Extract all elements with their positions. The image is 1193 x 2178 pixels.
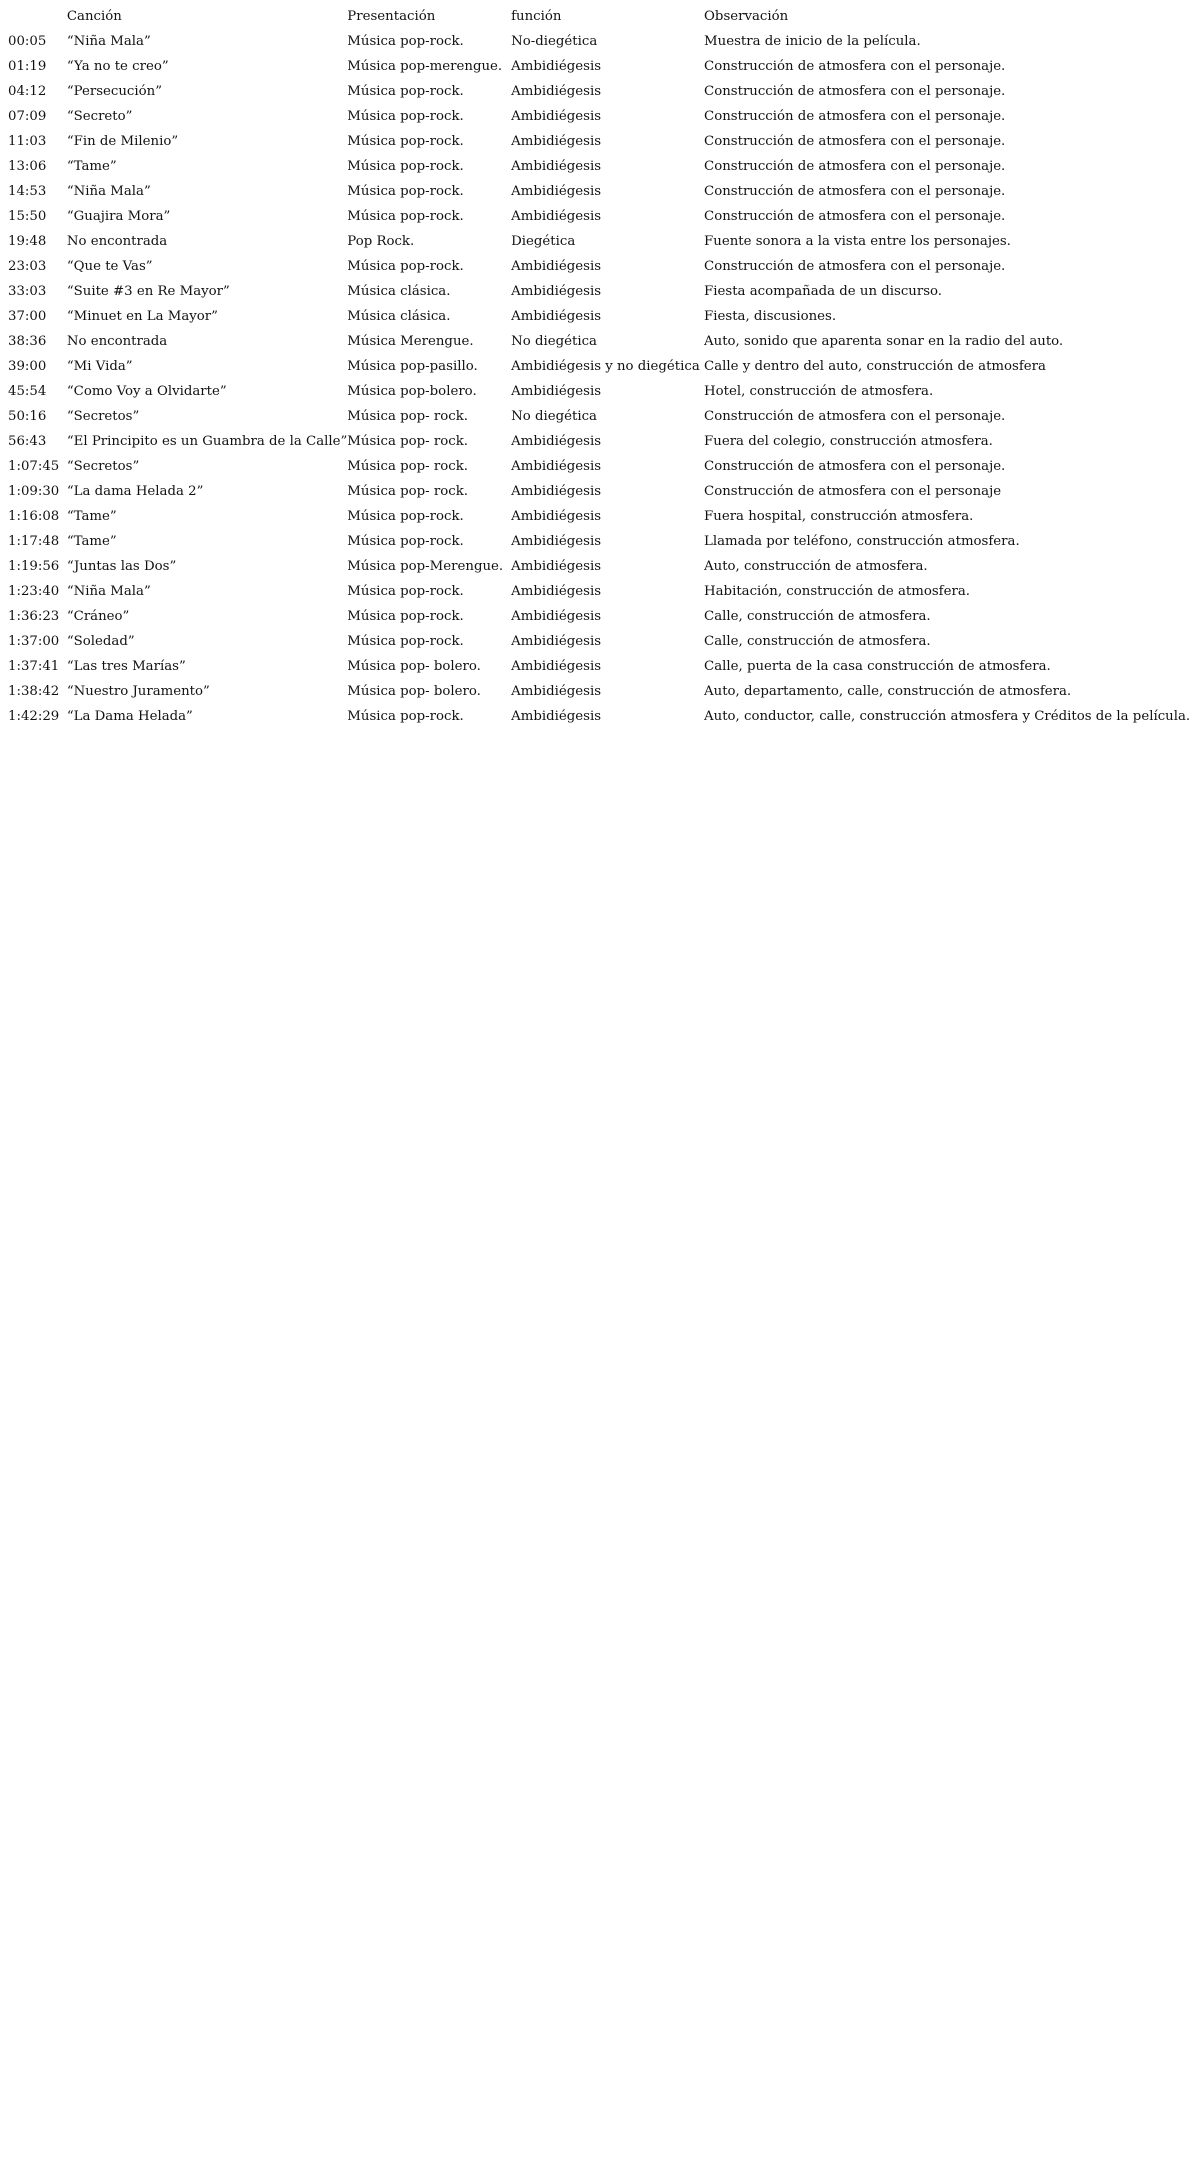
cell-function: Ambidiégesis [511,559,602,574]
table-row [0,379,1193,404]
table-row [0,204,1193,229]
cell-presentation: Música pop-rock. [347,259,464,274]
cell-observation: Habitación, construcción de atmosfera. [704,584,970,599]
cell-song: “Secreto” [66,109,133,124]
cell-time: 1:19:56 [8,559,60,574]
table-row [0,279,1193,304]
cell-song: “La dama Helada 2” [66,484,204,499]
table-row [0,629,1193,654]
cell-observation: Construcción de atmosfera con el personaje. [704,134,1006,149]
cell-song: “Tame” [66,509,117,524]
cell-observation: Construcción de atmosfera con el personaje. [704,259,1006,274]
cell-song: “Minuet en La Mayor” [66,309,218,324]
cell-observation: Fiesta acompañada de un discurso. [704,284,943,299]
cell-time: 23:03 [8,259,47,274]
cell-time: 33:03 [8,284,47,299]
cell-function: Ambidiégesis y no diegética [511,359,700,374]
cell-presentation: Música pop- rock. [347,459,468,474]
cell-time: 1:38:42 [8,684,60,699]
cell-function: Ambidiégesis [511,459,602,474]
cell-function: Ambidiégesis [511,259,602,274]
cell-function: Ambidiégesis [511,709,602,724]
cell-song: “Secretos” [66,459,140,474]
cell-function: Ambidiégesis [511,134,602,149]
cell-presentation: Música pop-rock. [347,209,464,224]
cell-song: “La Dama Helada” [66,709,193,724]
cell-function: Ambidiégesis [511,84,602,99]
cell-observation: Construcción de atmosfera con el personaje. [704,159,1006,174]
cell-presentation: Música pop- rock. [347,484,468,499]
cell-observation: Hotel, construcción de atmosfera. [704,384,934,399]
cell-song: “Juntas las Dos” [66,559,177,574]
cell-function: Ambidiégesis [511,184,602,199]
table-row [0,79,1193,104]
cell-observation: Muestra de inicio de la película. [704,34,921,49]
cell-presentation: Música pop-rock. [347,534,464,549]
cell-song: “Ya no te creo” [66,59,169,74]
cell-presentation: Música pop-rock. [347,84,464,99]
cell-time: 1:23:40 [8,584,60,599]
cell-presentation: Música pop-rock. [347,584,464,599]
cell-presentation: Música pop-merengue. [347,59,503,74]
cell-song: No encontrada [66,234,168,249]
cell-song: No encontrada [66,334,168,349]
cell-function: No diegética [511,334,597,349]
cell-presentation: Música pop- rock. [347,409,468,424]
cell-time: 00:05 [8,34,47,49]
cell-song: “Tame” [66,534,117,549]
cell-observation: Construcción de atmosfera con el personaje. [704,84,1006,99]
cell-observation: Calle, construcción de atmosfera. [704,609,931,624]
cell-observation: Construcción de atmosfera con el personaje. [704,409,1006,424]
cell-presentation: Música pop-bolero. [347,384,477,399]
cell-presentation: Música clásica. [347,309,451,324]
cell-presentation: Música pop-rock. [347,634,464,649]
cell-function: Ambidiégesis [511,384,602,399]
cell-function: Ambidiégesis [511,309,602,324]
cell-observation: Fuera del colegio, construcción atmosfera. [704,434,993,449]
cell-presentation: Música pop- bolero. [347,684,481,699]
cell-observation: Calle, puerta de la casa construcción de atmosfera. [704,659,1051,674]
cell-observation: Construcción de atmosfera con el personaje. [704,109,1006,124]
cell-presentation: Música pop-rock. [347,184,464,199]
cell-time: 38:36 [8,334,47,349]
table-row [0,504,1193,529]
cell-presentation: Música pop- bolero. [347,659,481,674]
cell-time: 07:09 [8,109,47,124]
cell-presentation: Música pop-rock. [347,509,464,524]
table-row [0,579,1193,604]
song-table [0,0,1193,729]
table-row [0,154,1193,179]
cell-observation: Fuente sonora a la vista entre los personajes. [704,234,1011,249]
cell-time: 11:03 [8,134,47,149]
cell-observation: Construcción de atmosfera con el personaje. [704,184,1006,199]
cell-presentation: Pop Rock. [347,234,415,249]
cell-song: “Suite #3 en Re Mayor” [66,284,230,299]
cell-observation: Construcción de atmosfera con el personaje. [704,59,1006,74]
cell-function: Ambidiégesis [511,659,602,674]
cell-observation: Calle y dentro del auto, construcción de atmosfera [704,359,1046,374]
song-table-page [0,0,1193,729]
cell-time: 37:00 [8,309,47,324]
cell-time: 13:06 [8,159,47,174]
cell-song: “Niña Mala” [66,584,151,599]
cell-observation: Auto, conductor, calle, construcción atmosfera y Créditos de la película. [704,709,1191,724]
cell-presentation: Música pop-pasillo. [347,359,478,374]
cell-function: Ambidiégesis [511,609,602,624]
cell-function: Ambidiégesis [511,209,602,224]
table-body [0,29,1193,729]
cell-song: “Guajira Mora” [66,209,171,224]
cell-song: “Que te Vas” [66,259,153,274]
cell-observation: Construcción de atmosfera con el personaje. [704,209,1006,224]
header-function: función [511,9,562,24]
cell-observation: Fiesta, discusiones. [704,309,837,324]
cell-time: 1:16:08 [8,509,60,524]
cell-observation: Construcción de atmosfera con el personaje [704,484,1002,499]
cell-time: 01:19 [8,59,47,74]
cell-function: Ambidiégesis [511,109,602,124]
table-row [0,654,1193,679]
table-row [0,254,1193,279]
cell-time: 04:12 [8,84,47,99]
table-row [0,554,1193,579]
cell-song: “Nuestro Juramento” [66,684,210,699]
cell-time: 1:17:48 [8,534,60,549]
cell-presentation: Música Merengue. [347,334,474,349]
cell-presentation: Música pop-rock. [347,34,464,49]
cell-song: “Soledad” [66,634,135,649]
cell-time: 1:36:23 [8,609,60,624]
cell-function: Ambidiégesis [511,284,602,299]
table-row [0,704,1193,729]
cell-song: “Cráneo” [66,609,130,624]
cell-song: “Tame” [66,159,117,174]
cell-time: 56:43 [8,434,47,449]
cell-function: No diegética [511,409,597,424]
cell-time: 1:09:30 [8,484,60,499]
header-observation: Observación [704,9,789,24]
table-header [0,0,1193,29]
cell-time: 1:37:00 [8,634,60,649]
table-row [0,304,1193,329]
cell-presentation: Música clásica. [347,284,451,299]
table-row [0,229,1193,254]
table-row [0,54,1193,79]
cell-time: 15:50 [8,209,47,224]
cell-function: Ambidiégesis [511,634,602,649]
cell-function: Ambidiégesis [511,484,602,499]
table-row [0,454,1193,479]
cell-time: 1:07:45 [8,459,60,474]
cell-observation: Construcción de atmosfera con el personaje. [704,459,1006,474]
cell-function: Ambidiégesis [511,684,602,699]
cell-song: “Niña Mala” [66,34,151,49]
table-row [0,104,1193,129]
table-row [0,479,1193,504]
cell-function: Ambidiégesis [511,509,602,524]
table-row [0,604,1193,629]
table-row [0,29,1193,54]
table-row [0,129,1193,154]
cell-time: 1:37:41 [8,659,60,674]
header-time [0,0,67,29]
header-presentation: Presentación [347,9,436,24]
cell-time: 1:42:29 [8,709,60,724]
cell-function: No-diegética [511,34,598,49]
cell-observation: Llamada por teléfono, construcción atmosfera. [704,534,1020,549]
cell-time: 14:53 [8,184,47,199]
cell-observation: Calle, construcción de atmosfera. [704,634,931,649]
cell-time: 39:00 [8,359,47,374]
cell-song: “Fin de Milenio” [66,134,179,149]
cell-song: “Secretos” [66,409,140,424]
table-row [0,179,1193,204]
cell-song: “Persecución” [66,84,162,99]
cell-song: “Como Voy a Olvidarte” [66,384,227,399]
cell-observation: Fuera hospital, construcción atmosfera. [704,509,974,524]
cell-function: Ambidiégesis [511,434,602,449]
cell-observation: Auto, construcción de atmosfera. [704,559,928,574]
table-row [0,329,1193,354]
table-row [0,429,1193,454]
cell-function: Ambidiégesis [511,534,602,549]
cell-presentation: Música pop- rock. [347,434,468,449]
cell-presentation: Música pop-rock. [347,109,464,124]
cell-song: “Las tres Marías” [66,659,186,674]
header-row [0,0,1193,29]
cell-time: 50:16 [8,409,47,424]
header-song: Canción [66,9,122,24]
cell-observation: Auto, departamento, calle, construcción de atmosfera. [704,684,1072,699]
cell-function: Ambidiégesis [511,59,602,74]
cell-song: “Mi Vida” [66,359,133,374]
cell-presentation: Música pop-Merengue. [347,559,504,574]
table-row [0,354,1193,379]
table-row [0,679,1193,704]
cell-time: 45:54 [8,384,47,399]
cell-function: Ambidiégesis [511,584,602,599]
table-row [0,529,1193,554]
cell-song: “Niña Mala” [66,184,151,199]
cell-function: Ambidiégesis [511,159,602,174]
cell-function: Diegética [511,234,576,249]
cell-presentation: Música pop-rock. [347,609,464,624]
cell-time: 19:48 [8,234,47,249]
cell-presentation: Música pop-rock. [347,134,464,149]
cell-song: “El Principito es un Guambra de la Calle” [66,434,348,449]
table-row [0,404,1193,429]
cell-presentation: Música pop-rock. [347,159,464,174]
cell-presentation: Música pop-rock. [347,709,464,724]
cell-observation: Auto, sonido que aparenta sonar en la radio del auto. [704,334,1064,349]
